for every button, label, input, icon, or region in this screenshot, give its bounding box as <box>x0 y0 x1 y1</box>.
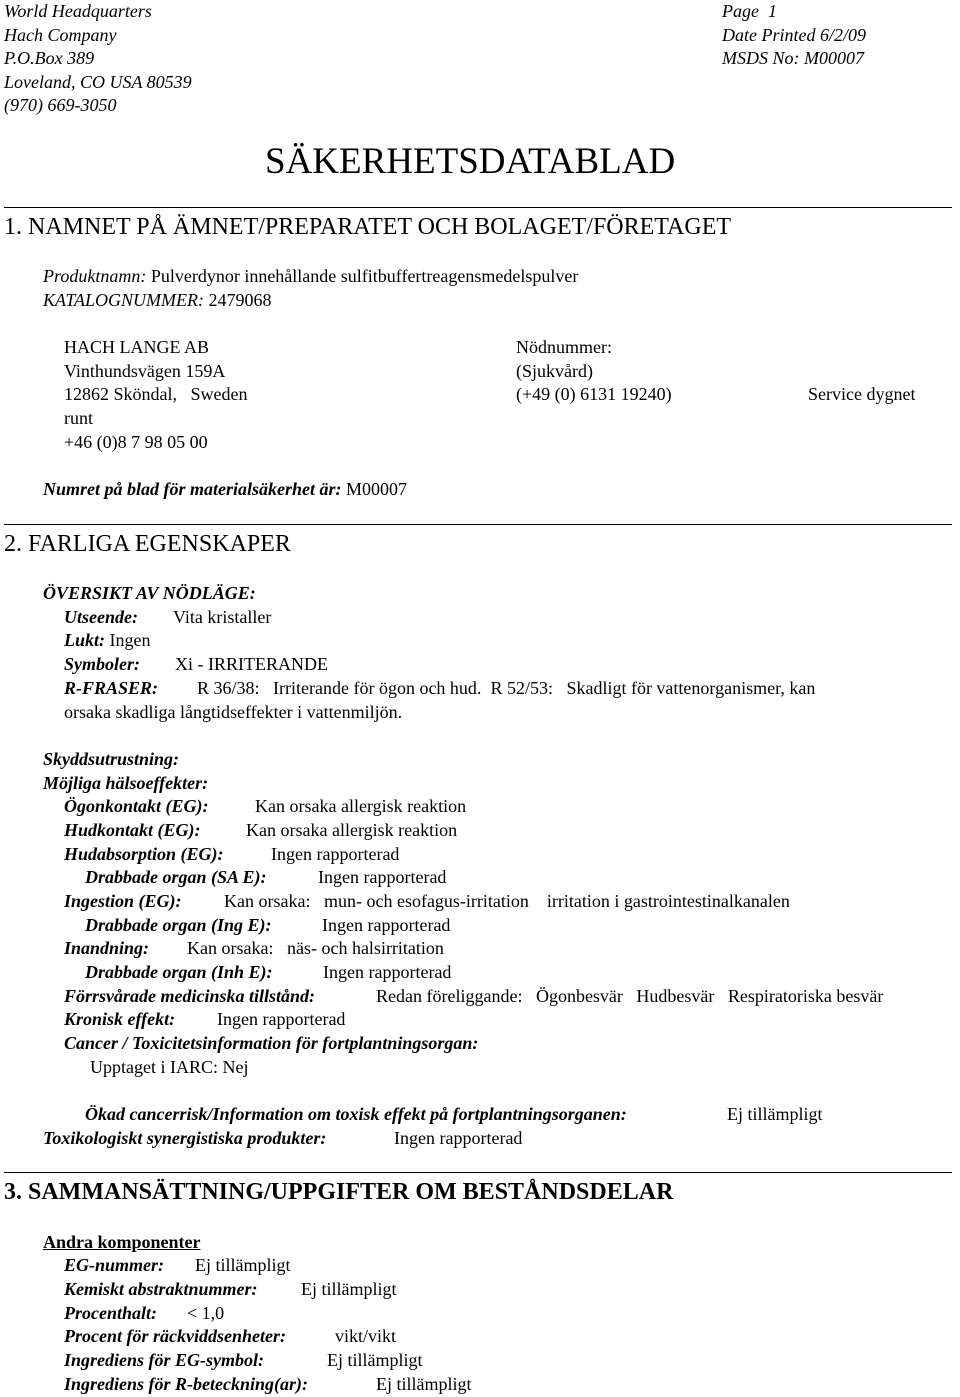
skin-absorption-value: Ingen rapporterad <box>271 844 400 864</box>
page-number: 1 <box>767 1 777 21</box>
symbols-row <box>64 653 328 677</box>
cas-number-value: Ej tillämpligt <box>301 1279 397 1299</box>
skin-absorption-row <box>64 843 399 867</box>
ec-number-value: Ej tillämpligt <box>195 1255 291 1275</box>
catalog-row <box>43 289 272 313</box>
increased-cancer-risk-row <box>85 1103 823 1127</box>
ingestion-value: Kan orsaka: mun- och esofagus-irritation irritation i gastrointestinalkanalen <box>224 891 790 911</box>
target-organ-inh-label: Drabbade organ (Inh E): <box>85 962 273 982</box>
cas-number-row <box>64 1278 397 1302</box>
percent-value: < 1,0 <box>187 1303 225 1323</box>
ec-symbol-value: Ej tillämpligt <box>327 1350 423 1370</box>
emergency-line: Nödnummer: <box>516 337 612 357</box>
divider <box>4 207 952 208</box>
aggravated-conditions-value: Redan föreliggande: Ögonbesvär Hudbesvär Respiratoriska besvär <box>376 986 884 1006</box>
divider <box>4 1172 952 1173</box>
rphrase-2: R 52/53: Skadligt för vattenorganismer, kan <box>490 678 816 698</box>
rphrases-row <box>64 677 815 701</box>
inhalation-value: Kan orsaka: näs- och halsirritation <box>187 938 444 958</box>
chronic-effect-label: Kronisk effekt: <box>64 1009 176 1029</box>
cancer-info-label: Cancer / Toxicitetsinformation för fortplantningsorgan: <box>64 1033 479 1053</box>
msds-number-row <box>43 478 407 502</box>
emergency-phone: (+49 (0) 6131 19240) <box>516 384 672 405</box>
increased-cancer-risk-value: Ej tillämpligt <box>727 1104 823 1124</box>
address-line: P.O.Box 389 <box>4 48 95 69</box>
supplier-line: runt <box>64 408 93 428</box>
supplier-block <box>64 336 248 407</box>
chronic-effect-value: Ingen rapporterad <box>217 1009 346 1029</box>
target-organ-sae-row <box>85 866 446 890</box>
target-organ-sae-label: Drabbade organ (SA E): <box>85 867 267 887</box>
catalog-label: KATALOGNUMMER: <box>43 290 204 310</box>
target-organ-ing-row <box>85 914 450 938</box>
target-organ-ing-value: Ingen rapporterad <box>322 915 451 935</box>
odor-value: Ingen <box>109 630 151 650</box>
supplier-line: HACH LANGE AB <box>64 337 210 357</box>
page-indicator <box>722 0 866 24</box>
target-organ-inh-value: Ingen rapporterad <box>323 962 452 982</box>
overview-label: ÖVERSIKT AV NÖDLÄGE: <box>43 583 256 603</box>
skin-contact-value: Kan orsaka allergisk reaktion <box>246 820 458 840</box>
percent-row <box>64 1302 224 1326</box>
section-1-heading: 1. NAMNET PÅ ÄMNET/PREPARATET OCH BOLAGET/FÖRETAGET <box>4 214 732 240</box>
rphrase-ingredient-label: Ingrediens för R-beteckning(ar): <box>64 1374 308 1394</box>
synergistic-row <box>43 1127 522 1151</box>
catalog-value: 2479068 <box>208 290 272 310</box>
range-units-value: vikt/vikt <box>335 1326 397 1346</box>
protective-equipment-label: Skyddsutrustning: <box>43 749 180 769</box>
eye-contact-label: Ögonkontakt (EG): <box>64 796 209 816</box>
document-info <box>722 0 866 71</box>
aggravated-conditions-label: Förrsvårade medicinska tillstånd: <box>64 986 316 1006</box>
inhalation-label: Inandning: <box>64 938 150 958</box>
product-name-value: Pulverdynor innehållande sulfitbuffertreagensmedelspulver <box>150 266 579 286</box>
rphrase-ingredient-row <box>64 1373 472 1397</box>
ingestion-label: Ingestion (EG): <box>64 891 182 911</box>
skin-contact-label: Hudkontakt (EG): <box>64 820 201 840</box>
document-title: SÄKERHETSDATABLAD <box>265 141 676 182</box>
target-organ-ing-label: Drabbade organ (Ing E): <box>85 915 272 935</box>
divider <box>4 524 952 525</box>
msds-number: MSDS No: M00007 <box>722 48 864 69</box>
supplier-line: 12862 Sköndal, Sweden <box>64 384 248 405</box>
address-line: Hach Company <box>4 24 117 45</box>
product-name-label: Produktnamn: <box>43 266 147 286</box>
appearance-label: Utseende: <box>64 607 138 627</box>
company-address <box>4 0 192 118</box>
odor-label: Lukt: <box>64 630 106 650</box>
other-components-heading: Andra komponenter <box>43 1232 201 1252</box>
target-organ-sae-value: Ingen rapporterad <box>318 867 447 887</box>
aggravated-conditions-row <box>64 985 883 1009</box>
supplier-block-cont <box>64 407 208 454</box>
eye-contact-value: Kan orsaka allergisk reaktion <box>255 796 467 816</box>
rphrase-2-cont: orsaka skadliga långtidseffekter i vattenmiljön. <box>64 702 403 722</box>
date-printed: Date Printed 6/2/09 <box>722 24 866 45</box>
emergency-block <box>516 336 672 407</box>
section-3-heading: 3. SAMMANSÄTTNING/UPPGIFTER OM BESTÅNDSDELAR <box>4 1179 674 1205</box>
page-label: Page <box>722 1 759 21</box>
symbols-label: Symboler: <box>64 654 140 674</box>
cas-number-label: Kemiskt abstraktnummer: <box>64 1279 258 1299</box>
range-units-label: Procent för räckviddsenheter: <box>64 1326 286 1346</box>
rphrase-ingredient-value: Ej tillämpligt <box>376 1374 472 1394</box>
skin-absorption-label: Hudabsorption (EG): <box>64 844 224 864</box>
range-units-row <box>64 1325 396 1349</box>
ec-number-label: EG-nummer: <box>64 1255 165 1275</box>
rphrases-label: R-FRASER: <box>64 678 159 698</box>
chronic-effect-row <box>64 1008 345 1032</box>
address-line: Loveland, CO USA 80539 <box>4 71 192 92</box>
msds-number-label: Numret på blad för materialsäkerhet är: <box>43 479 342 499</box>
eye-contact-row <box>64 795 466 819</box>
ingestion-row <box>64 890 790 914</box>
msds-number-value: M00007 <box>346 479 408 499</box>
section-2-heading: 2. FARLIGA EGENSKAPER <box>4 531 291 557</box>
appearance-row <box>64 606 271 630</box>
product-name-row <box>43 265 578 289</box>
address-line: (970) 669-3050 <box>4 95 117 116</box>
iarc-text: Upptaget i IARC: Nej <box>90 1057 249 1077</box>
ec-number-row <box>64 1254 291 1278</box>
symbols-value: Xi - IRRITERANDE <box>175 654 328 674</box>
skin-contact-row <box>64 819 457 843</box>
supplier-line: Vinthundsvägen 159A <box>64 360 226 381</box>
emergency-line: (Sjukvård) <box>516 360 593 381</box>
health-effects-label: Möjliga hälsoeffekter: <box>43 773 209 793</box>
ec-symbol-label: Ingrediens för EG-symbol: <box>64 1350 265 1370</box>
increased-cancer-risk-label: Ökad cancerrisk/Information om toxisk effekt på fortplantningsorganen: <box>85 1104 627 1124</box>
synergistic-value: Ingen rapporterad <box>394 1128 523 1148</box>
percent-label: Procenthalt: <box>64 1303 157 1323</box>
appearance-value: Vita kristaller <box>173 607 272 627</box>
rphrase-1: R 36/38: Irriterande för ögon och hud. <box>197 678 482 698</box>
inhalation-row <box>64 937 444 961</box>
ec-symbol-row <box>64 1349 423 1373</box>
address-line: World Headquarters <box>4 1 152 21</box>
service-text: Service dygnet <box>808 384 916 404</box>
supplier-line: +46 (0)8 7 98 05 00 <box>64 431 208 452</box>
target-organ-inh-row <box>85 961 451 985</box>
odor-row <box>64 629 151 653</box>
synergistic-label: Toxikologiskt synergistiska produkter: <box>43 1128 327 1148</box>
